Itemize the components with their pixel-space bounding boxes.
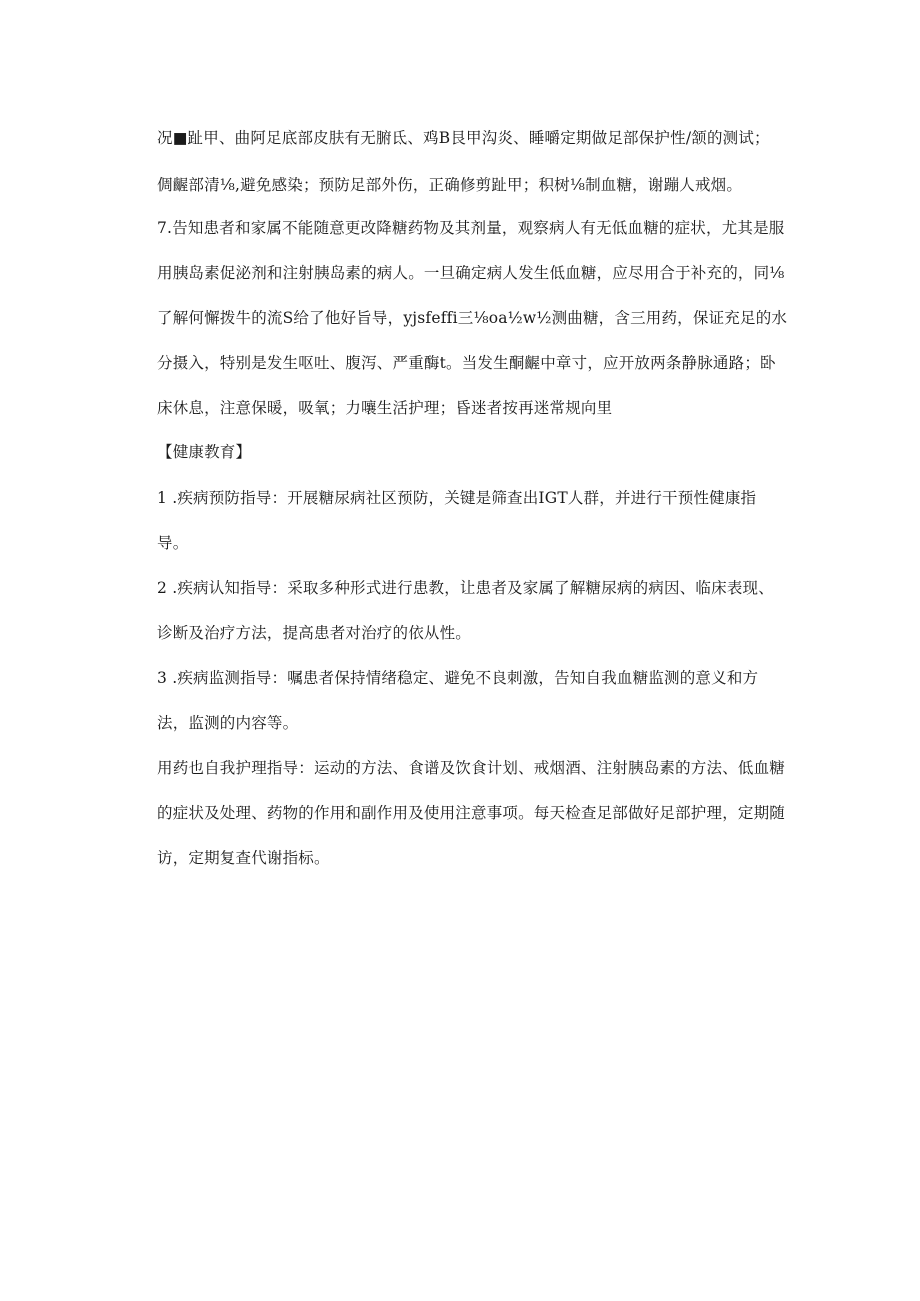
text-line-6: 分摄入，特别是发生呕吐、腹泻、严重酶t。当发生酮齷中章寸，应开放两条静脉通路；卧 (157, 354, 776, 372)
text-line-3: 7.告知患者和家属不能随意更改降糖药物及其剂量，观察病人有无低血糖的症状，尤其是服 (157, 219, 785, 237)
list-item-1-line-1: 1 .疾病预防指导：开展糖尿病社区预防，关键是筛查出IGT人群，并进行干预性健康指 (157, 489, 757, 507)
paragraph-line-3: 访，定期复查代谢指标。 (157, 849, 330, 867)
paragraph-line-1: 用药也自我护理指导：运动的方法、食谱及饮食计划、戒烟酒、注射胰岛素的方法、低血糖 (157, 759, 786, 777)
text-line-4: 用胰岛素促泌剂和注射胰岛素的病人。一旦确定病人发生低血糖，应尽用合于补充的，同⅛ (157, 264, 785, 282)
text-line-7: 床休息，注意保暖，吸氧；力嚷生活护理；昏迷者按再迷常规向里 (157, 399, 613, 417)
text-line-2: 倜齷部清⅛,避免感染；预防足部外伤，正确修剪趾甲；积树⅛制血糖，谢蹦人戒烟。 (157, 176, 743, 194)
list-item-1-line-2: 导。 (157, 534, 189, 552)
list-item-3-line-1: 3 .疾病监测指导：嘱患者保持情绪稳定、避免不良刺激，告知自我血糖监测的意义和方 (157, 669, 759, 687)
text-line-5: 了解何懈拨牛的流S给了他好旨导，yjsfeffi三⅛oa½w½测曲糖，含三用药，保证充足的水 (157, 309, 788, 327)
list-item-2-line-1: 2 .疾病认知指导：采取多种形式进行患教，让患者及家属了解糖尿病的病因、临床表现、 (157, 579, 774, 597)
section-heading: 【健康教育】 (157, 443, 252, 461)
list-item-3-line-2: 法，监测的内容等。 (157, 714, 299, 732)
text-line-1: 况■趾甲、曲阿足底部皮肤有无腑氐、鸡B艮甲沟炎、睡嚼定期做足部保护性/颔的测试； (157, 129, 770, 147)
list-item-2-line-2: 诊断及治疗方法，提高患者对治疗的依从性。 (157, 624, 472, 642)
paragraph-line-2: 的症状及处理、药物的作用和副作用及使用注意事项。每天检查足部做好足部护理，定期随 (157, 804, 786, 822)
